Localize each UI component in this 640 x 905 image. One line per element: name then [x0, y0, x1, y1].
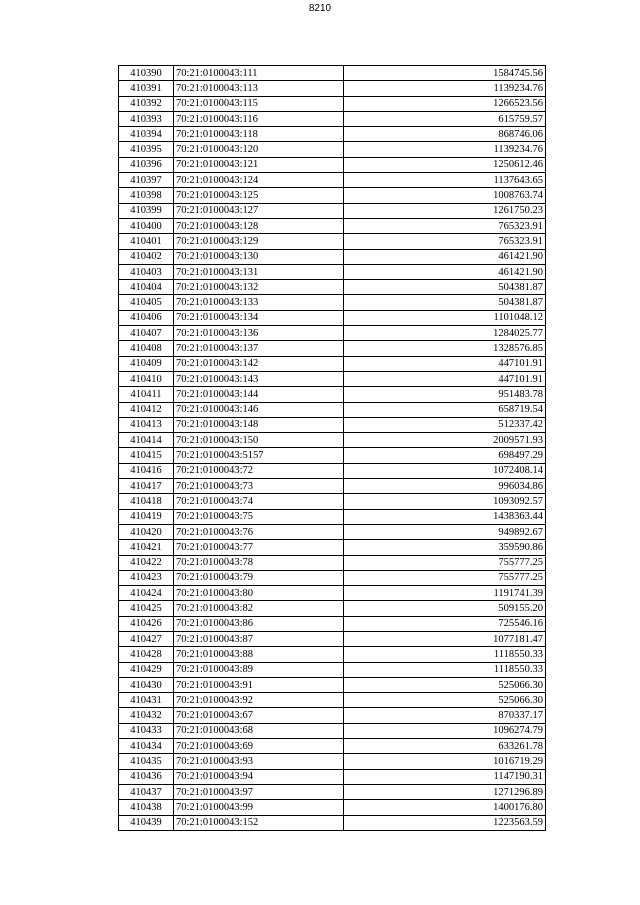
table-row	[119, 540, 546, 555]
cadastral-number-cell: 70:21:0100043:124	[174, 173, 344, 188]
cadastral-number-cell: 70:21:0100043:120	[174, 142, 344, 157]
row-number-cell: 410390	[119, 66, 174, 81]
row-number-cell: 410400	[119, 218, 174, 233]
page-number: 8210	[308, 3, 332, 14]
row-number-cell: 410413	[119, 417, 174, 432]
row-number-cell: 410427	[119, 631, 174, 646]
cadastral-value-cell: 1328576.85	[344, 341, 546, 356]
table-row	[119, 387, 546, 402]
table-row	[119, 524, 546, 539]
row-number-cell: 410428	[119, 647, 174, 662]
cadastral-value-cell: 1139234.76	[344, 142, 546, 157]
cadastral-number-cell: 70:21:0100043:78	[174, 555, 344, 570]
table-row	[119, 631, 546, 646]
row-number-cell: 410419	[119, 509, 174, 524]
table-row	[119, 326, 546, 341]
cadastral-number-cell: 70:21:0100043:111	[174, 66, 344, 81]
table-body	[119, 66, 546, 831]
cadastral-value-cell: 725546.16	[344, 616, 546, 631]
table-row	[119, 463, 546, 478]
cadastral-value-table	[118, 65, 546, 831]
cadastral-value-cell: 525066.30	[344, 677, 546, 692]
cadastral-number-cell: 70:21:0100043:146	[174, 402, 344, 417]
row-number-cell: 410394	[119, 127, 174, 142]
table-row	[119, 203, 546, 218]
cadastral-value-cell: 359590.86	[344, 540, 546, 555]
cadastral-value-cell: 1118550.33	[344, 662, 546, 677]
row-number-cell: 410422	[119, 555, 174, 570]
row-number-cell: 410415	[119, 448, 174, 463]
table-row	[119, 677, 546, 692]
table-row	[119, 173, 546, 188]
cadastral-value-cell: 1191741.39	[344, 586, 546, 601]
table-row	[119, 127, 546, 142]
cadastral-value-cell: 698497.29	[344, 448, 546, 463]
table-row	[119, 494, 546, 509]
table-row	[119, 295, 546, 310]
cadastral-number-cell: 70:21:0100043:130	[174, 249, 344, 264]
table-row	[119, 448, 546, 463]
table-row	[119, 280, 546, 295]
row-number-cell: 410391	[119, 81, 174, 96]
table-row	[119, 708, 546, 723]
table-row	[119, 157, 546, 172]
row-number-cell: 410392	[119, 96, 174, 111]
cadastral-value-cell: 525066.30	[344, 693, 546, 708]
cadastral-value-cell: 447101.91	[344, 356, 546, 371]
row-number-cell: 410431	[119, 693, 174, 708]
table-row	[119, 81, 546, 96]
row-number-cell: 410430	[119, 677, 174, 692]
cadastral-number-cell: 70:21:0100043:128	[174, 218, 344, 233]
cadastral-value-cell: 1271296.89	[344, 784, 546, 799]
table-row	[119, 800, 546, 815]
cadastral-number-cell: 70:21:0100043:92	[174, 693, 344, 708]
cadastral-number-cell: 70:21:0100043:148	[174, 417, 344, 432]
cadastral-number-cell: 70:21:0100043:80	[174, 586, 344, 601]
cadastral-number-cell: 70:21:0100043:91	[174, 677, 344, 692]
cadastral-number-cell: 70:21:0100043:136	[174, 326, 344, 341]
row-number-cell: 410414	[119, 433, 174, 448]
cadastral-value-cell: 1147190.31	[344, 769, 546, 784]
row-number-cell: 410425	[119, 601, 174, 616]
cadastral-value-cell: 1284025.77	[344, 326, 546, 341]
cadastral-number-cell: 70:21:0100043:74	[174, 494, 344, 509]
row-number-cell: 410434	[119, 739, 174, 754]
cadastral-number-cell: 70:21:0100043:76	[174, 524, 344, 539]
table-row	[119, 509, 546, 524]
cadastral-value-cell: 1093092.57	[344, 494, 546, 509]
table-row	[119, 356, 546, 371]
cadastral-number-cell: 70:21:0100043:129	[174, 234, 344, 249]
row-number-cell: 410424	[119, 586, 174, 601]
table-row	[119, 264, 546, 279]
cadastral-value-cell: 1096274.79	[344, 723, 546, 738]
cadastral-value-cell: 615759.57	[344, 111, 546, 126]
cadastral-value-cell: 461421.90	[344, 264, 546, 279]
cadastral-value-cell: 512337.42	[344, 417, 546, 432]
cadastral-number-cell: 70:21:0100043:113	[174, 81, 344, 96]
row-number-cell: 410420	[119, 524, 174, 539]
table-row	[119, 433, 546, 448]
cadastral-number-cell: 70:21:0100043:125	[174, 188, 344, 203]
table-row	[119, 723, 546, 738]
cadastral-value-cell: 461421.90	[344, 249, 546, 264]
row-number-cell: 410417	[119, 479, 174, 494]
cadastral-number-cell: 70:21:0100043:75	[174, 509, 344, 524]
cadastral-value-cell: 1008763.74	[344, 188, 546, 203]
table-row	[119, 662, 546, 677]
table-row	[119, 188, 546, 203]
row-number-cell: 410438	[119, 800, 174, 815]
table-row	[119, 142, 546, 157]
table-row	[119, 249, 546, 264]
row-number-cell: 410397	[119, 173, 174, 188]
table-row	[119, 371, 546, 386]
cadastral-number-cell: 70:21:0100043:93	[174, 754, 344, 769]
row-number-cell: 410408	[119, 341, 174, 356]
table-row	[119, 693, 546, 708]
table-row	[119, 815, 546, 830]
row-number-cell: 410403	[119, 264, 174, 279]
table-row	[119, 402, 546, 417]
row-number-cell: 410411	[119, 387, 174, 402]
table-row	[119, 586, 546, 601]
table-row	[119, 310, 546, 325]
cadastral-number-cell: 70:21:0100043:121	[174, 157, 344, 172]
table-row	[119, 218, 546, 233]
cadastral-value-cell: 1438363.44	[344, 509, 546, 524]
table-row	[119, 570, 546, 585]
cadastral-number-cell: 70:21:0100043:115	[174, 96, 344, 111]
row-number-cell: 410398	[119, 188, 174, 203]
cadastral-number-cell: 70:21:0100043:77	[174, 540, 344, 555]
table-row	[119, 66, 546, 81]
row-number-cell: 410437	[119, 784, 174, 799]
row-number-cell: 410405	[119, 295, 174, 310]
cadastral-number-cell: 70:21:0100043:127	[174, 203, 344, 218]
cadastral-value-cell: 447101.91	[344, 371, 546, 386]
cadastral-value-cell: 658719.54	[344, 402, 546, 417]
cadastral-value-cell: 1400176.80	[344, 800, 546, 815]
cadastral-number-cell: 70:21:0100043:79	[174, 570, 344, 585]
row-number-cell: 410396	[119, 157, 174, 172]
cadastral-number-cell: 70:21:0100043:86	[174, 616, 344, 631]
cadastral-number-cell: 70:21:0100043:150	[174, 433, 344, 448]
row-number-cell: 410429	[119, 662, 174, 677]
cadastral-value-cell: 504381.87	[344, 295, 546, 310]
cadastral-number-cell: 70:21:0100043:131	[174, 264, 344, 279]
cadastral-number-cell: 70:21:0100043:73	[174, 479, 344, 494]
cadastral-number-cell: 70:21:0100043:116	[174, 111, 344, 126]
cadastral-value-cell: 765323.91	[344, 234, 546, 249]
row-number-cell: 410416	[119, 463, 174, 478]
cadastral-value-cell: 765323.91	[344, 218, 546, 233]
cadastral-value-cell: 633261.78	[344, 739, 546, 754]
cadastral-value-cell: 1139234.76	[344, 81, 546, 96]
cadastral-number-cell: 70:21:0100043:132	[174, 280, 344, 295]
cadastral-value-cell: 870337.17	[344, 708, 546, 723]
row-number-cell: 410423	[119, 570, 174, 585]
table-row	[119, 647, 546, 662]
cadastral-number-cell: 70:21:0100043:137	[174, 341, 344, 356]
cadastral-value-cell: 868746.06	[344, 127, 546, 142]
cadastral-value-cell: 1584745.56	[344, 66, 546, 81]
row-number-cell: 410393	[119, 111, 174, 126]
cadastral-value-cell: 951483.78	[344, 387, 546, 402]
row-number-cell: 410407	[119, 326, 174, 341]
table-row	[119, 234, 546, 249]
cadastral-value-cell: 1261750.23	[344, 203, 546, 218]
cadastral-number-cell: 70:21:0100043:5157	[174, 448, 344, 463]
cadastral-value-cell: 1266523.56	[344, 96, 546, 111]
cadastral-value-cell: 755777.25	[344, 570, 546, 585]
row-number-cell: 410395	[119, 142, 174, 157]
cadastral-value-cell: 1072408.14	[344, 463, 546, 478]
table-row	[119, 784, 546, 799]
cadastral-value-cell: 1137643.65	[344, 173, 546, 188]
cadastral-number-cell: 70:21:0100043:143	[174, 371, 344, 386]
cadastral-value-cell: 1118550.33	[344, 647, 546, 662]
cadastral-number-cell: 70:21:0100043:118	[174, 127, 344, 142]
cadastral-number-cell: 70:21:0100043:152	[174, 815, 344, 830]
table-row	[119, 769, 546, 784]
cadastral-value-cell: 1077181.47	[344, 631, 546, 646]
table-row	[119, 601, 546, 616]
cadastral-number-cell: 70:21:0100043:142	[174, 356, 344, 371]
cadastral-number-cell: 70:21:0100043:134	[174, 310, 344, 325]
table-row	[119, 739, 546, 754]
table-row	[119, 417, 546, 432]
cadastral-number-cell: 70:21:0100043:99	[174, 800, 344, 815]
row-number-cell: 410410	[119, 371, 174, 386]
cadastral-number-cell: 70:21:0100043:68	[174, 723, 344, 738]
row-number-cell: 410409	[119, 356, 174, 371]
row-number-cell: 410432	[119, 708, 174, 723]
row-number-cell: 410401	[119, 234, 174, 249]
cadastral-value-cell: 1250612.46	[344, 157, 546, 172]
cadastral-value-cell: 509155.20	[344, 601, 546, 616]
table-row	[119, 341, 546, 356]
cadastral-value-cell: 949892.67	[344, 524, 546, 539]
cadastral-number-cell: 70:21:0100043:67	[174, 708, 344, 723]
row-number-cell: 410426	[119, 616, 174, 631]
table-row	[119, 111, 546, 126]
cadastral-number-cell: 70:21:0100043:94	[174, 769, 344, 784]
row-number-cell: 410433	[119, 723, 174, 738]
row-number-cell: 410412	[119, 402, 174, 417]
cadastral-value-cell: 504381.87	[344, 280, 546, 295]
row-number-cell: 410404	[119, 280, 174, 295]
cadastral-number-cell: 70:21:0100043:144	[174, 387, 344, 402]
cadastral-number-cell: 70:21:0100043:69	[174, 739, 344, 754]
cadastral-value-cell: 1016719.29	[344, 754, 546, 769]
row-number-cell: 410421	[119, 540, 174, 555]
table-row	[119, 479, 546, 494]
cadastral-number-cell: 70:21:0100043:133	[174, 295, 344, 310]
cadastral-number-cell: 70:21:0100043:88	[174, 647, 344, 662]
row-number-cell: 410402	[119, 249, 174, 264]
cadastral-value-cell: 1223563.59	[344, 815, 546, 830]
cadastral-number-cell: 70:21:0100043:72	[174, 463, 344, 478]
table-row	[119, 754, 546, 769]
cadastral-value-cell: 1101048.12	[344, 310, 546, 325]
cadastral-number-cell: 70:21:0100043:82	[174, 601, 344, 616]
cadastral-number-cell: 70:21:0100043:89	[174, 662, 344, 677]
table-row	[119, 616, 546, 631]
cadastral-value-cell: 755777.25	[344, 555, 546, 570]
cadastral-value-cell: 2009571.93	[344, 433, 546, 448]
row-number-cell: 410399	[119, 203, 174, 218]
row-number-cell: 410406	[119, 310, 174, 325]
table-row	[119, 555, 546, 570]
cadastral-number-cell: 70:21:0100043:97	[174, 784, 344, 799]
cadastral-number-cell: 70:21:0100043:87	[174, 631, 344, 646]
row-number-cell: 410435	[119, 754, 174, 769]
row-number-cell: 410436	[119, 769, 174, 784]
cadastral-value-cell: 996034.86	[344, 479, 546, 494]
row-number-cell: 410418	[119, 494, 174, 509]
table-row	[119, 96, 546, 111]
row-number-cell: 410439	[119, 815, 174, 830]
